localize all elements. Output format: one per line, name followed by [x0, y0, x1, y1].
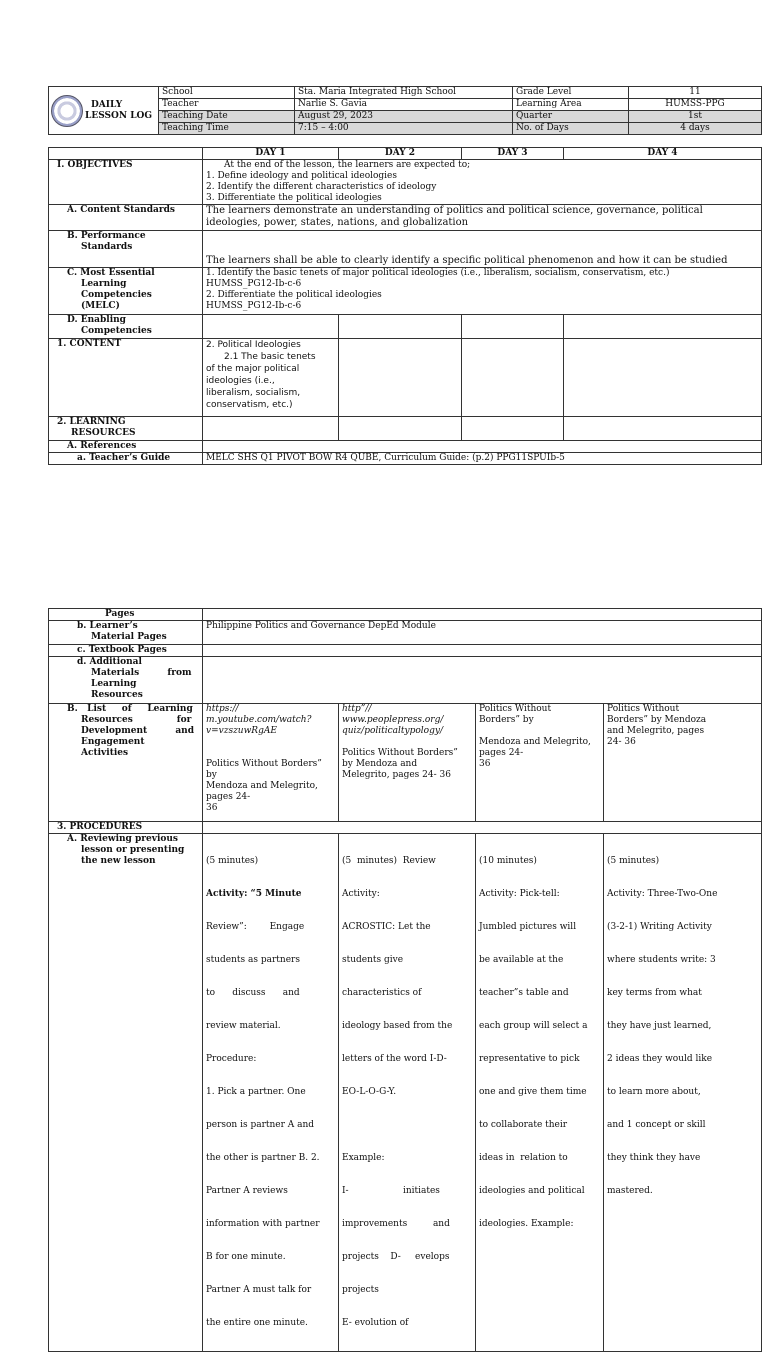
pages-label: Pages [49, 609, 203, 621]
review-day1 [203, 834, 339, 1352]
enabling-day4 [564, 315, 762, 339]
list-day2-link-2[interactable]: www.peoplepress.org/ [342, 715, 444, 725]
content-line-2: 2.1 The basic tenets [224, 352, 316, 362]
review-day3-line-12: ideologies. Example: [479, 1219, 574, 1229]
list-day1-text-4: pages 24- [206, 792, 251, 802]
review-day1-line-12: information with partner [206, 1219, 320, 1229]
melc-line-4: HUMSS_PG12-Ib-c-6 [206, 301, 302, 311]
additional-materials-label [49, 657, 203, 704]
review-day2-line-10: Example: [342, 1153, 385, 1163]
num-days-value: 4 days [629, 123, 762, 135]
melc-label-4: (MELC) [81, 301, 120, 311]
learners-label-2: Material Pages [91, 632, 167, 642]
review-day4-line-6: they have just learned, [607, 1021, 712, 1031]
dll-title-line1: DAILY [91, 99, 123, 110]
review-day4-line-1: (5 minutes) [607, 856, 660, 866]
review-day2-line-13: projects D- evelops [342, 1252, 450, 1262]
melc-label-3: Competencies [81, 290, 152, 300]
textbook-cell [203, 645, 762, 657]
school-value: Sta. Maria Integrated High School [295, 87, 513, 99]
day2-header: DAY 2 [339, 148, 462, 160]
review-day3-line-2: Activity: Pick-tell: [479, 889, 560, 899]
resources-label [49, 417, 203, 441]
learners-label-1: b. Learner’s [77, 621, 138, 631]
review-day3 [476, 834, 604, 1352]
additional-label-3: Learning [91, 679, 137, 689]
num-days-label: No. of Days [513, 123, 629, 135]
review-day3-line-3: Jumbled pictures will [479, 922, 577, 932]
performance-standards-label [49, 231, 203, 268]
content-day3 [462, 339, 564, 417]
list-day3 [476, 704, 604, 822]
review-day1-line-5: to discuss and [206, 988, 300, 998]
review-day3-line-4: be available at the [479, 955, 564, 965]
review-label-1: A. Reviewing previous [67, 834, 178, 844]
list-day3-text-5: 36 [479, 759, 491, 769]
list-day1-link-1[interactable]: https:// [206, 704, 239, 714]
performance-label-2: Standards [81, 242, 133, 252]
review-day2-line-8: EO-L-O-G-Y. [342, 1087, 397, 1097]
additional-label-1: d. Additional [77, 657, 142, 667]
procedures-label: 3. PROCEDURES [49, 822, 203, 834]
review-day2-line-11: I- initiates [342, 1186, 440, 1196]
resources-label-2: RESOURCES [71, 428, 136, 438]
melc-line-2: HUMSS_PG12-Ib-c-6 [206, 279, 302, 289]
review-day2-line-6: ideology based from the [342, 1021, 453, 1031]
quarter-value: 1st [629, 111, 762, 123]
review-day2-line-12: improvements and [342, 1219, 450, 1229]
content-line-6: conservatism, etc.) [206, 400, 293, 410]
teaching-time-label: Teaching Time [159, 123, 295, 135]
objective-1: 1. Define ideology and political ideologies [206, 171, 397, 181]
list-day4-text-1: Politics Without [607, 704, 680, 714]
review-day1-line-9: person is partner A and [206, 1120, 315, 1130]
list-label-5: Activities [81, 748, 129, 758]
list-label-4: Engagement [81, 737, 145, 747]
review-day4-line-11: mastered. [607, 1186, 653, 1196]
melc-label-1: C. Most Essential [67, 268, 155, 278]
review-day3-line-9: to collaborate their [479, 1120, 568, 1130]
review-day4 [604, 834, 762, 1352]
list-label-2: Resources for [81, 715, 192, 725]
grade-level-value: 11 [629, 87, 762, 99]
review-day2-line-4: students give [342, 955, 404, 965]
list-day4 [604, 704, 762, 822]
review-day1-line-4: students as partners [206, 955, 300, 965]
list-day2-text-1: Politics Without Borders” [342, 748, 458, 758]
review-day2-line-15: E- evolution of [342, 1318, 409, 1328]
objective-3: 3. Differentiate the political ideologies [206, 193, 382, 203]
review-day1-line-6: review material. [206, 1021, 281, 1031]
list-day1 [203, 704, 339, 822]
resources-label-1: 2. LEARNING [57, 417, 126, 427]
school-label: School [159, 87, 295, 99]
review-day4-line-4: where students write: 3 [607, 955, 716, 965]
header-logo-cell [49, 87, 159, 135]
review-day4-line-10: they think they have [607, 1153, 701, 1163]
day-header-blank [49, 148, 203, 160]
content-day2 [339, 339, 462, 417]
melc-label-2: Learning [81, 279, 127, 289]
review-day4-line-7: 2 ideas they would like [607, 1054, 713, 1064]
deped-seal-icon [51, 95, 83, 127]
review-day2-line-9 [342, 1120, 472, 1131]
review-day3-line-6: each group will select a [479, 1021, 588, 1031]
list-day2-link-3[interactable]: quiz/politicaltypology/ [342, 726, 443, 736]
melc-line-1: 1. Identify the basic tenets of major political ideologies (i.e., liberalism, socialism, conservatism, etc.) [206, 268, 670, 278]
pages-cell [203, 609, 762, 621]
references-label: A. References [49, 441, 203, 453]
review-label-3: the new lesson [81, 856, 156, 866]
resources-day4 [564, 417, 762, 441]
resources-day1 [203, 417, 339, 441]
content-day1 [203, 339, 339, 417]
enabling-label [49, 315, 203, 339]
list-day3-text-4: pages 24- [479, 748, 524, 758]
day1-header: DAY 1 [203, 148, 339, 160]
teaching-date-value: August 29, 2023 [295, 111, 513, 123]
objective-2: 2. Identify the different characteristics of ideology [206, 182, 437, 192]
melc-text [203, 268, 762, 315]
review-day1-line-1: (5 minutes) [206, 856, 259, 866]
content-line-4: ideologies (i.e., [206, 376, 275, 386]
list-day4-text-3: and Melegrito, pages [607, 726, 705, 736]
content-line-3: of the major political [206, 364, 300, 374]
performance-standards-text: The learners shall be able to clearly identify a specific political phenomenon and how it can be studied [203, 231, 762, 268]
content-standards-text: The learners demonstrate an understanding of politics and political science, governance, political ideologies, power, states, nations, and globalization [203, 205, 762, 231]
review-day1-line-8: 1. Pick a partner. One [206, 1087, 306, 1097]
list-resources-label [49, 704, 203, 822]
list-day1-text-2: by [206, 770, 217, 780]
learners-material-label [49, 621, 203, 645]
references-cell [203, 441, 762, 453]
list-day1-text-5: 36 [206, 803, 218, 813]
review-day4-line-3: (3-2-1) Writing Activity [607, 922, 712, 932]
review-day1-line-13: B for one minute. [206, 1252, 286, 1262]
list-label-3: Development and [81, 726, 195, 736]
review-day2-line-3: ACROSTIC: Let the [342, 922, 431, 932]
list-day2 [339, 704, 476, 822]
content-line-1: 2. Political Ideologies [206, 340, 301, 350]
review-day3-line-5: teacher”s table and [479, 988, 569, 998]
review-day2-line-5: characteristics of [342, 988, 422, 998]
review-day1-line-11: Partner A reviews [206, 1186, 288, 1196]
enabling-label-2: Competencies [81, 326, 152, 336]
teacher-label: Teacher [159, 99, 295, 111]
review-day1-line-10: the other is partner B. 2. [206, 1153, 320, 1163]
list-day3-text-1: Politics Without [479, 704, 552, 714]
review-day3-line-8: one and give them time [479, 1087, 587, 1097]
learning-area-value: HUMSS-PPG [629, 99, 762, 111]
list-day1-text-1: Politics Without Borders” [206, 759, 322, 769]
review-day1-line-3: Review”: Engage [206, 922, 305, 932]
enabling-label-1: D. Enabling [67, 315, 126, 325]
day3-header: DAY 3 [462, 148, 564, 160]
list-label-1: B. List of Learning [67, 704, 193, 714]
review-label-2: lesson or presenting [81, 845, 185, 855]
list-day4-text-2: Borders” by Mendoza [607, 715, 707, 725]
list-day2-text-2: by Mendoza and [342, 759, 418, 769]
day4-header: DAY 4 [564, 148, 762, 160]
resources-day2 [339, 417, 462, 441]
additional-label-4: Resources [91, 690, 143, 700]
list-day1-text-3: Mendoza and Melegrito, [206, 781, 318, 791]
content-standards-label: A. Content Standards [49, 205, 203, 231]
review-day2-line-14: projects [342, 1285, 379, 1295]
enabling-day3 [462, 315, 564, 339]
melc-label [49, 268, 203, 315]
textbook-label: c. Textbook Pages [49, 645, 203, 657]
grade-level-label: Grade Level [513, 87, 629, 99]
lesson-table-page2 [48, 608, 762, 1352]
list-day3-text-2: Borders” by [479, 715, 534, 725]
procedures-cell [203, 822, 762, 834]
list-day2-text-3: Melegrito, pages 24- 36 [342, 770, 451, 780]
review-day4-line-5: key terms from what [607, 988, 702, 998]
header-table [48, 86, 762, 135]
list-day1-link-3[interactable]: v=vzszuwRgAE [206, 726, 277, 736]
review-day4-line-9: and 1 concept or skill [607, 1120, 706, 1130]
teachers-guide-label: a. Teacher’s Guide [49, 453, 203, 465]
review-day2-line-7: letters of the word I-D- [342, 1054, 447, 1064]
lesson-table-page1 [48, 147, 762, 465]
teaching-time-value: 7:15 – 4:00 [295, 123, 513, 135]
review-day2-line-1: (5 minutes) Review [342, 856, 436, 866]
learners-material-text: Philippine Politics and Governance DepEd Module [203, 621, 762, 645]
review-day2 [339, 834, 476, 1352]
review-day4-line-2: Activity: Three-Two-One [607, 889, 718, 899]
performance-label-1: B. Performance [67, 231, 146, 241]
review-day2-line-2: Activity: [342, 889, 380, 899]
content-day4 [564, 339, 762, 417]
content-line-5: liberalism, socialism, [206, 388, 301, 398]
teacher-value: Narlie S. Gavia [295, 99, 513, 111]
review-day1-line-15: the entire one minute. [206, 1318, 308, 1328]
enabling-day1 [203, 315, 339, 339]
additional-materials-cell [203, 657, 762, 704]
content-label: 1. CONTENT [49, 339, 203, 417]
review-day3-line-1: (10 minutes) [479, 856, 537, 866]
review-day1-line-14: Partner A must talk for [206, 1285, 312, 1295]
quarter-label: Quarter [513, 111, 629, 123]
objectives-label: I. OBJECTIVES [49, 160, 203, 205]
review-day1-line-7: Procedure: [206, 1054, 257, 1064]
objectives-cell [203, 160, 762, 205]
review-day3-line-10: ideas in relation to [479, 1153, 568, 1163]
objectives-intro: At the end of the lesson, the learners are expected to; [224, 160, 471, 170]
review-day4-line-8: to learn more about, [607, 1087, 701, 1097]
review-day1-line-2: Activity: “5 Minute [206, 889, 302, 899]
dll-title-line2: LESSON LOG [85, 110, 153, 121]
learning-area-label: Learning Area [513, 99, 629, 111]
review-day3-line-7: representative to pick [479, 1054, 580, 1064]
list-day1-link-2[interactable]: m.youtube.com/watch? [206, 715, 312, 725]
melc-line-3: 2. Differentiate the political ideologies [206, 290, 382, 300]
review-day3-line-11: ideologies and political [479, 1186, 585, 1196]
review-label [49, 834, 203, 1352]
enabling-day2 [339, 315, 462, 339]
list-day2-link-1[interactable]: http”// [342, 704, 372, 714]
resources-day3 [462, 417, 564, 441]
list-day3-text-3: Mendoza and Melegrito, [479, 737, 591, 747]
teachers-guide-text: MELC SHS Q1 PIVOT BOW R4 QUBE, Curriculum Guide: (p.2) PPG11SPUIb-5 [203, 453, 762, 465]
additional-label-2: Materials from [91, 668, 192, 678]
teaching-date-label: Teaching Date [159, 111, 295, 123]
list-day4-text-4: 24- 36 [607, 737, 636, 747]
